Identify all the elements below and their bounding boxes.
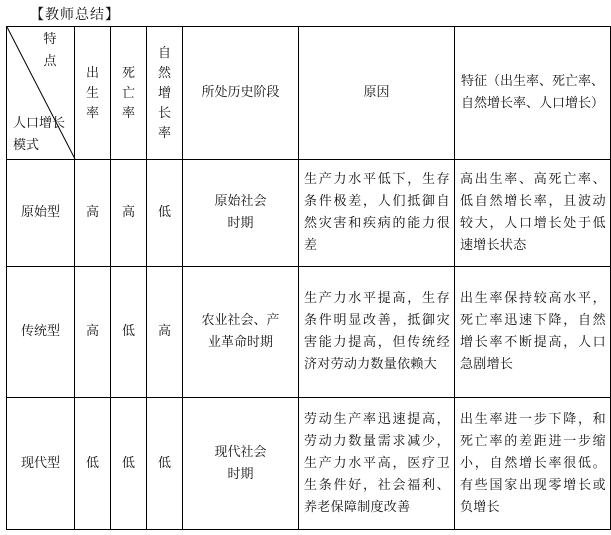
stage-cell: 现代社会时期 [183, 398, 299, 530]
natural-cell: 低 [147, 398, 183, 530]
population-growth-table [6, 26, 611, 530]
stage-cell: 农业社会、产业革命时期 [183, 267, 299, 398]
death-rate-header: 死亡率 [111, 27, 147, 160]
stage-header: 所处历史阶段 [183, 27, 299, 160]
feature-cell: 出生率进一步下降，和死亡率的差距进一步缩小，自然增长率很低。有些国家出现零增长或负增长 [455, 398, 611, 530]
feature-header: 特征（出生率、死亡率、自然增长率、人口增长） [455, 27, 611, 160]
table-row [7, 267, 611, 398]
diagonal-header-cell [7, 27, 75, 160]
model-cell: 现代型 [7, 398, 75, 530]
section-title: 【教师总结】 [30, 7, 120, 23]
header-row [7, 27, 611, 160]
natural-rate-header: 自然增长率 [147, 27, 183, 160]
death-cell: 高 [111, 160, 147, 267]
birth-cell: 高 [75, 160, 111, 267]
cause-cell: 生产力水平低下，生存条件极差，人们抵御自然灾害和疾病的能力很差 [299, 160, 455, 267]
model-header-label: 人口增长模式 [13, 116, 66, 153]
feature-cell: 高出生率、高死亡率、低自然增长率，且波动较大，人口增长处于低速增长状态 [455, 160, 611, 267]
natural-cell: 高 [147, 267, 183, 398]
model-cell: 传统型 [7, 267, 75, 398]
birth-rate-header: 出生率 [75, 27, 111, 160]
cause-header: 原因 [299, 27, 455, 160]
model-cell: 原始型 [7, 160, 75, 267]
death-cell: 低 [111, 398, 147, 530]
death-cell: 低 [111, 267, 147, 398]
natural-cell: 低 [147, 160, 183, 267]
table-row [7, 160, 611, 267]
feature-header-label: 特点 [43, 32, 57, 69]
stage-cell: 原始社会时期 [183, 160, 299, 267]
cause-cell: 生产力水平提高，生存条件明显改善，抵御灾害能力提高，但传统经济对劳动力数量依赖大 [299, 267, 455, 398]
feature-cell: 出生率保持较高水平，死亡率迅速下降，自然增长率不断提高，人口急剧增长 [455, 267, 611, 398]
table-row [7, 398, 611, 530]
birth-cell: 低 [75, 398, 111, 530]
birth-cell: 高 [75, 267, 111, 398]
cause-cell: 劳动生产率迅速提高，劳动力数量需求减少，生产力水平高，医疗卫生条件好，社会福利、养老保障制度改善 [299, 398, 455, 530]
